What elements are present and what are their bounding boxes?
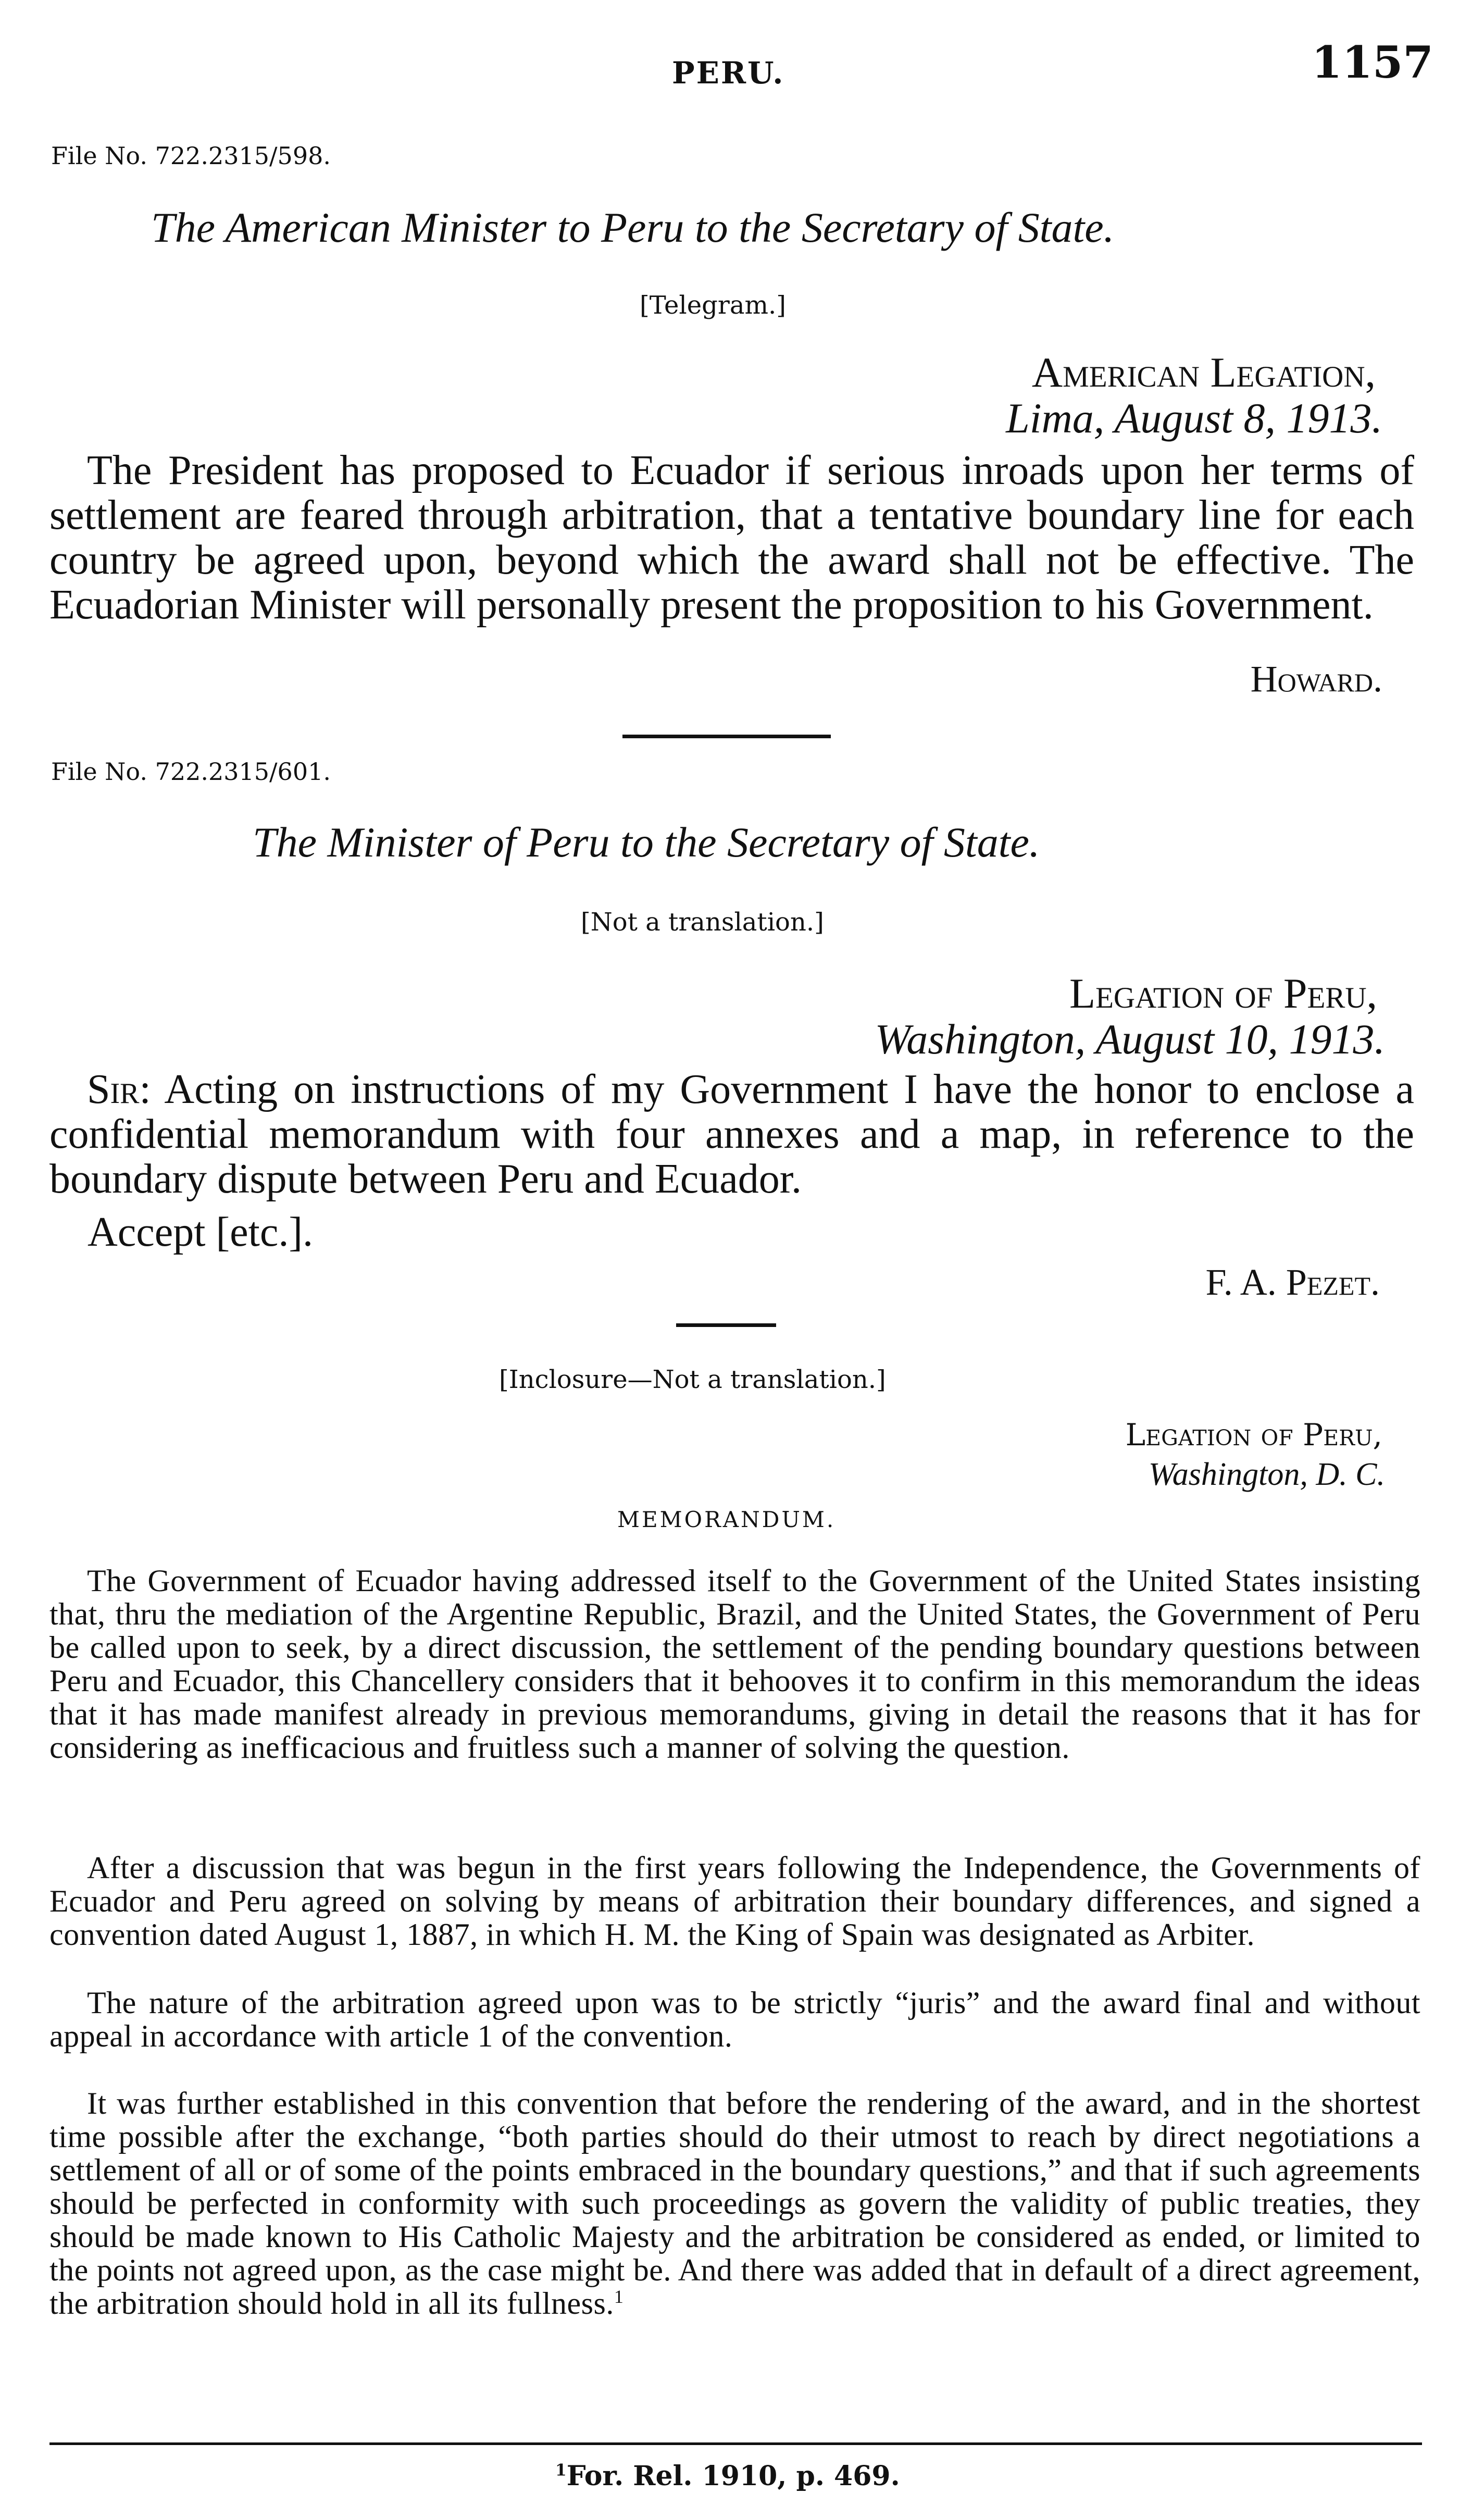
memo-paragraph-2: After a discussion that was begun in the first years following the Independence, the Governments of Ecuador and Peru agreed on solving by means of arbitration their boundary differences, and signed a convention dated August 1, 1887, in which H. M. the King of Spain was designated as Arbiter. <box>49 1851 1420 1952</box>
memo-paragraph-1: The Government of Ecuador having addressed itself to the Government of the United States insisting that, thru the mediation of the Argentine Republic, Brazil, and the United States, the Government of Peru be called upon to seek, by a direct discussion, the settlement of the pending boundary questions between Peru and Ecuador, this Chancellery considers that it behooves it to confirm in this memorandum the ideas that it has made manifest already in previous memorandums, giving in detail the reasons that it has for considering as inefficacious and fruitless such a manner of solving the question. <box>49 1564 1420 1765</box>
doc1-dateline: Lima, August 8, 1913. <box>1006 394 1382 442</box>
doc2-body <box>49 1067 1414 1201</box>
footnote-text: For. Rel. 1910, p. 469. <box>566 2460 900 2492</box>
doc1-signature: Howard. <box>1250 658 1382 700</box>
salutation: Sir: <box>87 1066 151 1112</box>
doc2-signature: F. A. Pezet. <box>1205 1261 1380 1303</box>
enclosure-type-label: [Inclosure—Not a translation.] <box>499 1365 886 1394</box>
memorandum-title: MEMORANDUM. <box>617 1507 836 1532</box>
section-divider <box>622 735 831 738</box>
footnote-marker: 1 <box>555 2461 567 2480</box>
doc2-body-text: Acting on instructions of my Government I have the honor to enclose a confidential memorandum with four annexes and a map, in reference to the boundary dispute between Peru and Ecuador. <box>49 1066 1414 1202</box>
doc1-place: American Legation, <box>1031 349 1376 396</box>
memo-paragraph-4 <box>49 2087 1420 2320</box>
doc1-body: The President has proposed to Ecuador if serious inroads upon her terms of settlement are feared through arbitration, that a tentative boundary line for each country be agreed upon, beyond which the award shall not be effective. The Ecuadorian Minister will personally present the proposition to his Government. <box>49 448 1414 628</box>
footnote <box>555 2460 900 2492</box>
doc2-heading: The Minister of Peru to the Secretary of State. <box>253 818 1040 866</box>
doc2-dateline: Washington, August 10, 1913. <box>875 1015 1385 1063</box>
enclosure-dateline: Washington, D. C. <box>1148 1457 1385 1492</box>
section-divider-short <box>676 1323 776 1327</box>
page-number: 1157 <box>1312 36 1433 88</box>
doc2-type-label: [Not a translation.] <box>581 908 824 937</box>
footnote-divider <box>49 2442 1422 2445</box>
memo-paragraph-3: The nature of the arbitration agreed upon was to be strictly “juris” and the award final and without appeal in accordance with article 1 of the convention. <box>49 1986 1420 2053</box>
footnote-reference: 1 <box>614 2286 624 2307</box>
running-title: PERU. <box>672 55 785 91</box>
doc2-place: Legation of Peru, <box>1069 970 1377 1017</box>
doc1-type-label: [Telegram.] <box>640 291 786 320</box>
doc2-closing: Accept [etc.]. <box>88 1209 314 1255</box>
file-number-598: File No. 722.2315/598. <box>51 142 331 170</box>
memo-paragraph-4-text: It was further established in this convention that before the rendering of the award, and in the shortest time possible after the exchange, “both parties should do their utmost to reach by direct negotiations a settlement of all or of some of the points embraced in the boundary questions,” and that if such agreements should be perfected in conformity with such proceedings as govern the validity of public treaties, they should be made known to His Catholic Majesty and the arbitration be considered as ended, or limited to the points not agreed upon, as the case might be. And there was added that in default of a direct agreement, the arbitration should hold in all its fullness. <box>49 2086 1420 2321</box>
doc1-heading: The American Minister to Peru to the Secretary of State. <box>151 204 1115 251</box>
enclosure-place: Legation of Peru, <box>1125 1417 1382 1453</box>
file-number-601: File No. 722.2315/601. <box>51 758 331 786</box>
